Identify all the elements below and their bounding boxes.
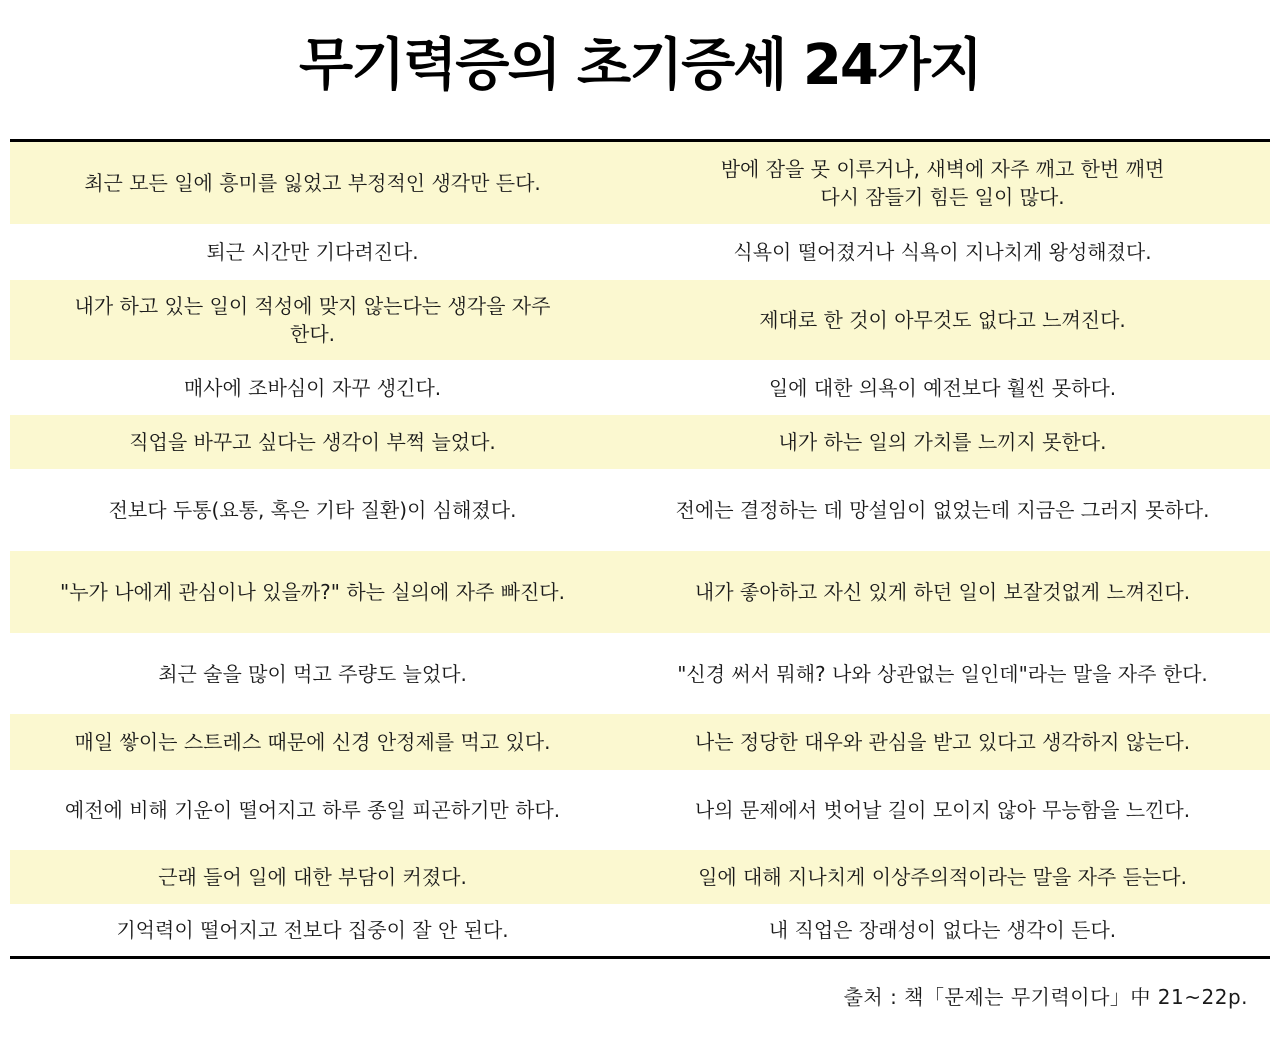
symptom-cell: 직업을 바꾸고 싶다는 생각이 부쩍 늘었다. [129,430,496,454]
table-row [10,415,1270,469]
symptom-cell: 매사에 조바심이 자꾸 생긴다. [183,375,442,400]
symptom-cell: 내가 하고 있는 일이 적성에 맞지 않는다는 생각을 자주 한다. [74,294,551,346]
table-row [10,280,1270,360]
symptom-cell: 근래 들어 일에 대한 부담이 커졌다. [158,865,467,889]
table-row [10,770,1270,850]
table-row [10,633,1270,714]
table-row [10,551,1270,633]
symptom-cell: 최근 모든 일에 흥미를 잃었고 부정적인 생각만 든다. [84,171,541,195]
symptom-cell: 예전에 비해 기운이 떨어지고 하루 종일 피곤하기만 하다. [64,798,561,822]
table-row [10,142,1270,224]
symptom-cell: 일에 대한 의욕이 예전보다 훨씬 못하다. [768,375,1117,400]
symptom-cell: 기억력이 떨어지고 전보다 집중이 잘 안 된다. [116,918,509,942]
symptom-cell: 일에 대해 지나치게 이상주의적이라는 말을 자주 듣는다. [698,865,1187,889]
table-row [10,469,1270,551]
table-row [10,360,1270,415]
symptom-table [10,139,1270,959]
symptom-cell: 나의 문제에서 벗어날 길이 모이지 않아 무능함을 느낀다. [694,798,1191,822]
symptom-cell: 밤에 잠을 못 이루거나, 새벽에 자주 깨고 한번 깨면 다시 잠들기 힘든 일이 많다. [720,157,1165,209]
symptom-cell: 최근 술을 많이 먹고 주량도 늘었다. [158,661,467,686]
symptom-cell: "신경 써서 뭐해? 나와 상관없는 일인데"라는 말을 자주 한다. [677,661,1208,686]
table-row [10,224,1270,280]
symptom-cell: 전보다 두통(요통, 혹은 기타 질환)이 심해졌다. [108,498,517,522]
symptom-cell: 퇴근 시간만 기다려진다. [206,240,419,264]
symptom-cell: 내가 좋아하고 자신 있게 하던 일이 보잘것없게 느껴진다. [694,580,1191,604]
symptom-cell: 제대로 한 것이 아무것도 없다고 느껴진다. [759,308,1126,332]
symptom-cell: 나는 정당한 대우와 관심을 받고 있다고 생각하지 않는다. [694,730,1191,754]
symptom-cell: 매일 쌓이는 스트레스 때문에 신경 안정제를 먹고 있다. [74,730,551,754]
symptom-cell: 내가 하는 일의 가치를 느끼지 못한다. [778,430,1107,454]
symptom-cell: "누가 나에게 관심이나 있을까?" 하는 실의에 자주 빠진다. [60,580,565,604]
symptom-cell: 식욕이 떨어졌거나 식욕이 지나치게 왕성해졌다. [733,240,1152,264]
table-row [10,904,1270,956]
symptom-cell: 내 직업은 장래성이 없다는 생각이 든다. [768,918,1117,942]
table-row [10,714,1270,770]
symptom-cell: 전에는 결정하는 데 망설임이 없었는데 지금은 그러지 못하다. [675,498,1210,522]
source-citation: 출처 : 책「문제는 무기력이다」中 21~22p. [843,985,1248,1009]
page-title: 무기력증의 초기증세 24가지 [299,33,981,98]
table-row [10,850,1270,904]
